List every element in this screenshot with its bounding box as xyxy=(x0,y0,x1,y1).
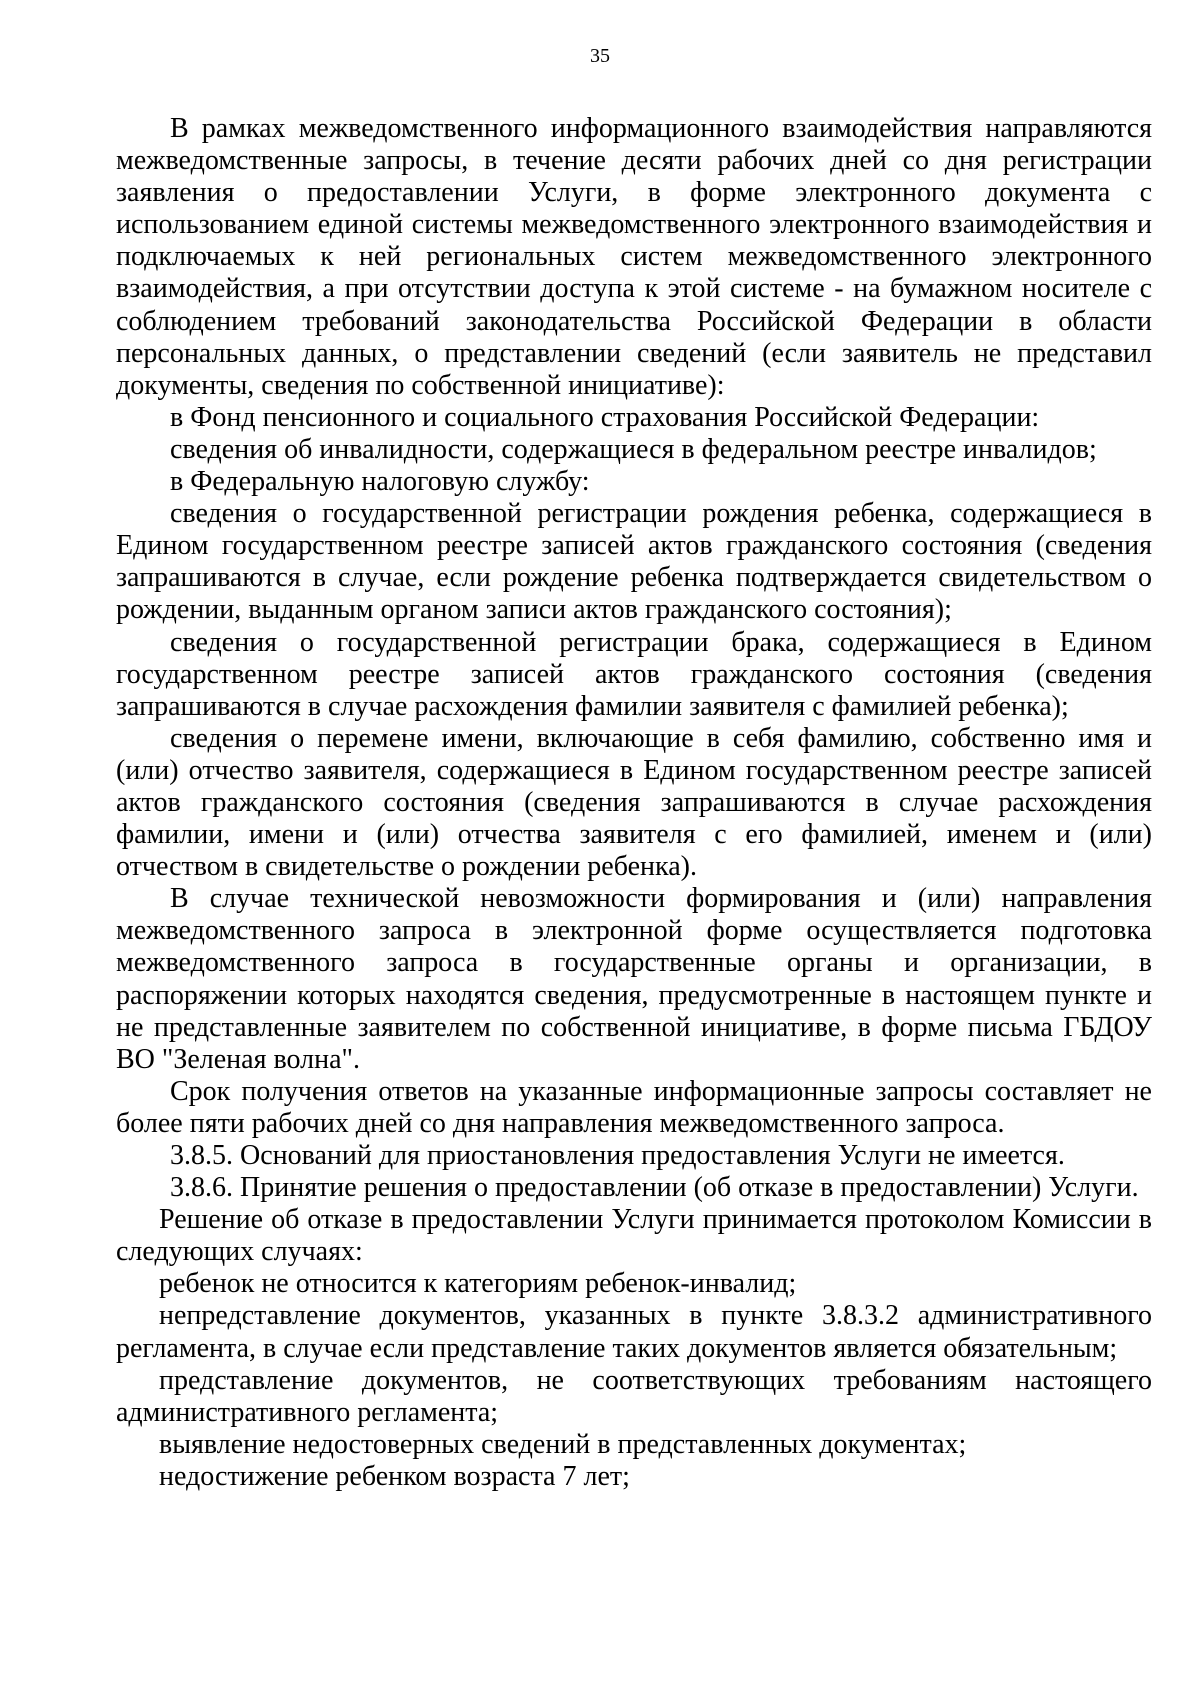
paragraph-name-change: сведения о перемене имени, включающие в себя фамилию, собственно имя и (или) отчество заявителя, содержащиеся в Едином государственном реестре записей актов гражданского состояния (сведения запрашиваются в случае расхождения фамилии, имени и (или) отчества заявителя с его фамилией, именем и (или) отчеством в свидетельстве о рождении ребенка). xyxy=(116,722,1152,883)
paragraph-pension-fund: в Фонд пенсионного и социального страхования Российской Федерации: xyxy=(170,401,1040,433)
paragraph-marriage-registration: сведения о государственной регистрации брака, содержащиеся в Едином государственном реестре записей актов гражданского состояния (сведения запрашиваются в случае расхождения фамилии заявителя с фамилией ребенка); xyxy=(116,626,1152,722)
paragraph-interagency-requests: В рамках межведомственного информационного взаимодействия направляются межведомственные запросы, в течение десяти рабочих дней со дня регистрации заявления о предоставлении Услуги, в форме электронного документа с использованием единой системы межведомственного электронного взаимодействия и подключаемых к ней региональных систем межведомственного электронного взаимодействия, а при отсутствии доступа к этой системе - на бумажном носителе с соблюдением требований законодательства Российской Федерации в области персональных данных, о представлении сведений (если заявитель не представил документы, сведения по собственной инициативе): xyxy=(116,113,1152,401)
paragraph-response-deadline: Срок получения ответов на указанные информационные запросы составляет не более пяти рабочих дней со дня направления межведомственного запроса. xyxy=(116,1075,1152,1139)
paragraph-refusal-decision: Решение об отказе в предоставлении Услуги принимается протоколом Комиссии в следующих случаях: xyxy=(116,1204,1152,1268)
paragraph-birth-registration: сведения о государственной регистрации рождения ребенка, содержащиеся в Едином государственном реестре записей актов гражданского состояния (сведения запрашиваются в случае, если рождение ребенка подтверждается свидетельством о рождении, выданным органом записи актов гражданского состояния); xyxy=(116,498,1152,626)
paragraph-technical-impossibility: В случае технической невозможности формирования и (или) направления межведомственного запроса в электронной форме осуществляется подготовка межведомственного запроса в государственные органы и организации, в распоряжении которых находятся сведения, предусмотренные в настоящем пункте и не представленные заявителем по собственной инициативе, в форме письма ГБДОУ ВО "Зеленая волна". xyxy=(116,883,1152,1075)
paragraph-tax-service: в Федеральную налоговую службу: xyxy=(170,466,590,498)
paragraph-disability-info: сведения об инвалидности, содержащиеся в федеральном реестре инвалидов; xyxy=(170,433,1097,465)
list-item-refusal-age: недостижение ребенком возраста 7 лет; xyxy=(159,1460,630,1492)
document-body xyxy=(116,113,1152,1493)
list-item-refusal-category: ребенок не относится к категориям ребенок-инвалид; xyxy=(159,1268,797,1300)
page-number: 35 xyxy=(590,45,610,67)
list-item-refusal-missing-docs: непредставление документов, указанных в пункте 3.8.3.2 административного регламента, в случае если представление таких документов является обязательным; xyxy=(116,1300,1152,1364)
paragraph-3-8-6: 3.8.6. Принятие решения о предоставлении (об отказе в предоставлении) Услуги. xyxy=(170,1172,1139,1204)
list-item-refusal-false-info: выявление недостоверных сведений в представленных документах; xyxy=(159,1428,967,1460)
paragraph-3-8-5: 3.8.5. Оснований для приостановления предоставления Услуги не имеется. xyxy=(170,1140,1065,1171)
list-item-refusal-noncompliant-docs: представление документов, не соответствующих требованиям настоящего административного регламента; xyxy=(116,1364,1152,1428)
